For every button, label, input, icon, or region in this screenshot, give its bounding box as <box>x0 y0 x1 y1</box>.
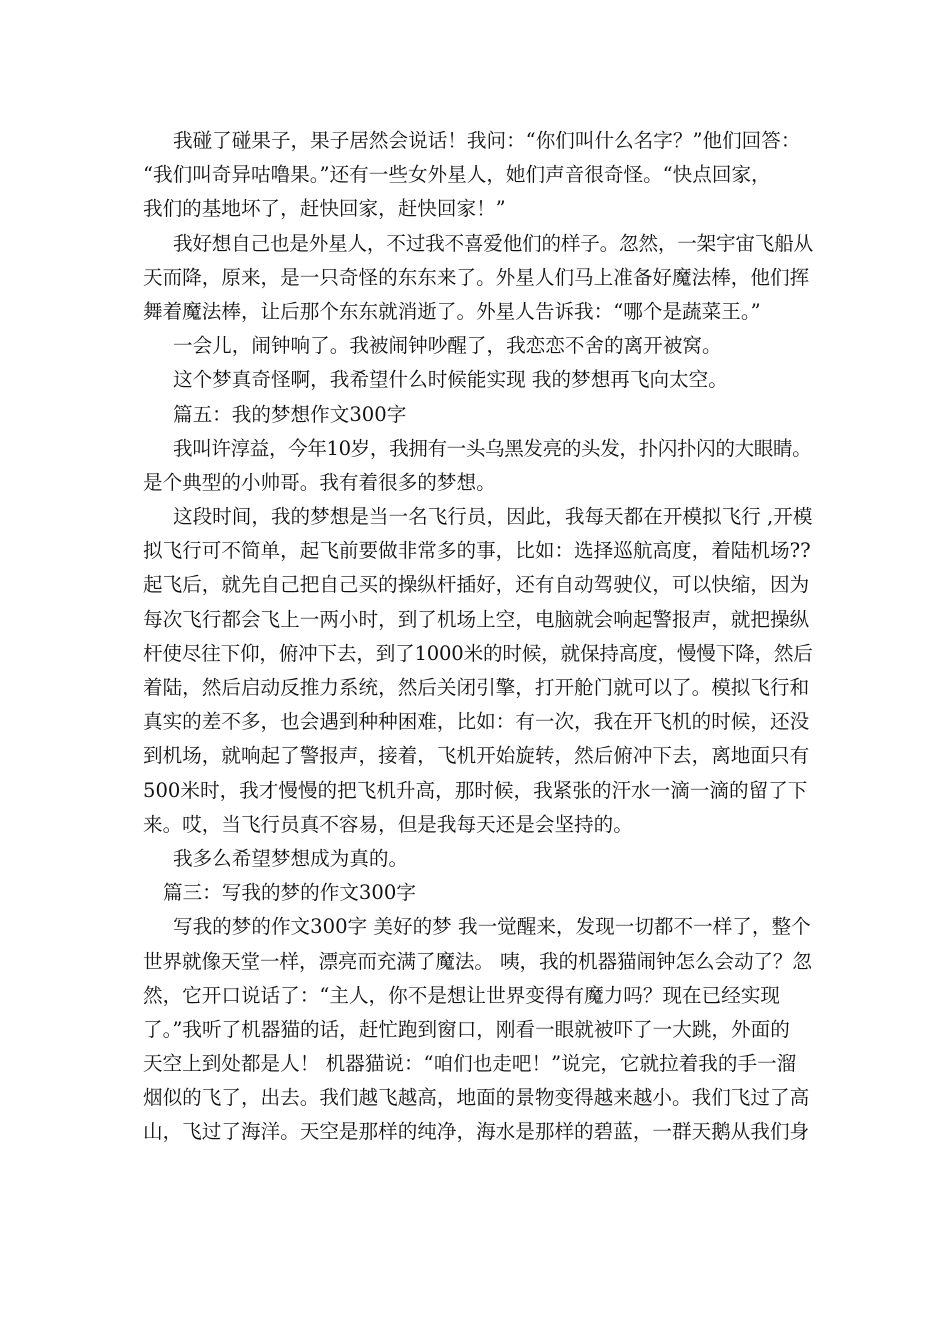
text-line: 500米时，我才慢慢的把飞机升高，那时候，我紧张的汗水一滴一滴的留了下 <box>143 778 808 802</box>
text-line: 写我的梦的作文300字 美好的梦 我一觉醒来，发现一切都不一样了，整个 <box>173 915 811 939</box>
text-line: 到机场，就响起了警报声，接着，飞机开始旋转，然后俯冲下去，离地面只有 <box>143 744 810 768</box>
text-line: 烟似的飞了，出去。我们越飞越高，地面的景物变得越来越小。我们飞过了高 <box>143 1086 810 1110</box>
text-line: 这个梦真奇怪啊，我希望什么时候能实现 我的梦想再飞向太空。 <box>173 368 728 392</box>
text-line: 这段时间，我的梦想是当一名飞行员，因此，我每天都在开模拟飞行 ,开模 <box>173 505 813 529</box>
text-line: 我碰了碰果子，果子居然会说话！我问：“你们叫什么名字？”他们回答： <box>173 129 801 152</box>
text-line: 篇三：写我的梦的作文300字 <box>163 881 416 905</box>
text-line: 我叫许淳益，今年10岁，我拥有一头乌黑发亮的头发，扑闪扑闪的大眼睛。 <box>173 436 812 460</box>
text-line: 山，飞过了海洋。天空是那样的纯净，海水是那样的碧蓝，一群天鹅从我们身 <box>143 1120 810 1144</box>
text-line: 篇五：我的梦想作文300字 <box>173 402 407 426</box>
text-line: 是个典型的小帅哥。我有着很多的梦想。 <box>143 470 496 494</box>
text-line: 了。”我听了机器猫的话，赶忙跑到窗口，刚看一眼就被吓了一大跳，外面的 <box>143 1017 790 1041</box>
text-line: 着陆，然后启动反推力系统，然后关闭引擎，打开舱门就可以了。模拟飞行和 <box>143 676 810 699</box>
text-line: 世界就像天堂一样，漂亮而充满了魔法。 咦，我的机器猫闹钟怎么会动了？忽 <box>143 949 812 973</box>
text-line: 杆使尽往下仰，俯冲下去，到了1000米的时候，就保持高度，慢慢下降，然后 <box>143 641 813 665</box>
document-body <box>143 124 813 1150</box>
text-line: 舞着魔法棒，让后那个东东就消逝了。外星人告诉我：“哪个是蔬菜王。” <box>143 299 761 323</box>
text-line: 真实的差不多，也会遇到种种困难，比如：有一次，我在开飞机的时候，还没 <box>143 710 810 734</box>
text-line: 拟飞行可不简单，起飞前要做非常多的事，比如：选择巡航高度，着陆机场?? <box>143 539 811 563</box>
text-line: 然，它开口说话了：“主人，你不是想让世界变得有魔力吗？现在已经实现 <box>143 983 781 1007</box>
text-line: 起飞后，就先自己把自己买的操纵杆插好，还有自动驾驶仪，可以快缩，因为 <box>143 573 810 597</box>
text-line: 天而降，原来，是一只奇怪的东东来了。外星人们马上准备好魔法棒，他们挥 <box>143 265 810 289</box>
text-line: “我们叫奇异咕噜果。”还有一些女外星人，她们声音很奇怪。“快点回家， <box>143 163 771 187</box>
text-line: 我多么希望梦想成为真的。 <box>173 846 409 870</box>
text-line: 来。哎，当飞行员真不容易，但是我每天还是会坚持的。 <box>143 812 633 836</box>
text-line: 每次飞行都会飞上一两小时，到了机场上空，电脑就会响起警报声，就把操纵 <box>143 607 810 631</box>
text-line: 我好想自己也是外星人，不过我不喜爱他们的样子。忽然，一架宇宙飞船从 <box>173 231 813 255</box>
text-line: 天空上到处都是人！ 机器猫说：“咱们也走吧！”说完，它就拉着我的手一溜 <box>143 1052 797 1076</box>
text-line: 一会儿，闹钟响了。我被闹钟吵醒了，我恋恋不舍的离开被窝。 <box>173 334 722 358</box>
text-line: 我们的基地坏了，赶快回家，赶快回家！” <box>143 197 506 221</box>
